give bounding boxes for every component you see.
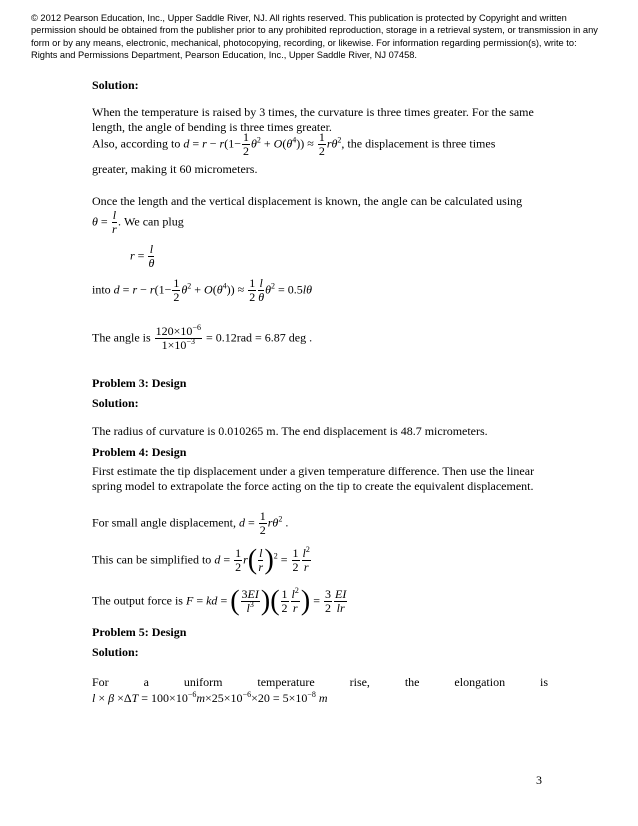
problem3-heading: Problem 3: Design [92,376,187,390]
problem5-heading: Problem 5: Design [92,625,187,639]
small-angle-line: For small angle displacement, d = $\frac{1}{2}$ $r\theta^2$ . [92,509,289,537]
solution-heading: Solution: [92,78,139,92]
copyright-notice: © 2012 Pearson Education, Inc., Upper Saddle River, NJ. All rights reserved. This publication is protected by Copyright and written permission should be obtained from the publisher prior to any prohibited reproduction, storage in a retrieval system, or transmission in any form or by any means, electronic, mechanical, photocopying, recording, or likewise. For information regarding permission(s), write to: Rights and Permissions Department, Pearson Education, Inc., Upper Saddle River, NJ 07458. [31,13,598,61]
output-force-line: The output force is F = kd = ( $\frac{3EI}{l^3}$ )( $\frac{1}{2}$ $\frac{l^2}{r}$ ) = $\frac{3}{2}$ $\frac{EI}{lr}$ [92,585,347,617]
sixty-micrometers-line: greater, making it 60 micrometers. [92,162,258,176]
page-number: 3 [536,773,542,787]
problem5-solution-heading: Solution: [92,645,139,659]
problem4-heading: Problem 4: Design [92,445,187,459]
angle-result-line: The angle is $\frac{120\times 10^{-6}}{1\times 10^{-3}}$ = 0.12rad = 6.87 deg . [92,323,313,352]
problem3-solution-heading: Solution: [92,396,139,410]
problem4-text: First estimate the tip displacement under a given temperature difference. Then use the linear spring model to extrapolate the force acting on the tip to create the equivalent displacement. [92,464,535,493]
elongation-line: For a uniform temperature rise, the elongation is [92,675,548,689]
displacement-formula-line: Also, according to d = r − r(1− $\frac{1}{2}$ $\theta^2 + O(\theta^4)$) ≈ $\frac{1}{2}$ $r\theta^2$, the displacement is three times [92,130,496,158]
temperature-paragraph: When the temperature is raised by 3 times, the curvature is three times greater. For the same length, the angle of bending is three times greater. [92,105,534,134]
problem3-text: The radius of curvature is 0.010265 m. The end displacement is 48.7 micrometers. [92,424,488,438]
into-formula-line: into d = r − r(1− $\frac{1}{2}$ $\theta^2 + O(\theta^4)$) ≈ $\frac{1}{2}$ $\frac{l}{\theta}$ $\theta^2 = 0.5l\theta$ [92,276,313,304]
theta-formula-line: θ = $\frac{l}{r}$ . We can plug [92,208,184,236]
simplified-line: This can be simplified to d = $\frac{1}{2}$ r( $\frac{l}{r}$ )$^2$ = $\frac{1}{2}$ $\frac{l^2}{r}$ [92,544,310,576]
elongation-formula: $l \times \beta \times\Delta T = 100\times 10^{-6}m\times 25\times 10^{-6}\times 20 = 5\times 10^{-8}$ m [92,690,328,705]
radius-formula: r = $\frac{l}{\theta}$ [130,242,155,270]
angle-calc-paragraph: Once the length and the vertical displacement is known, the angle can be calculated using [92,194,523,208]
